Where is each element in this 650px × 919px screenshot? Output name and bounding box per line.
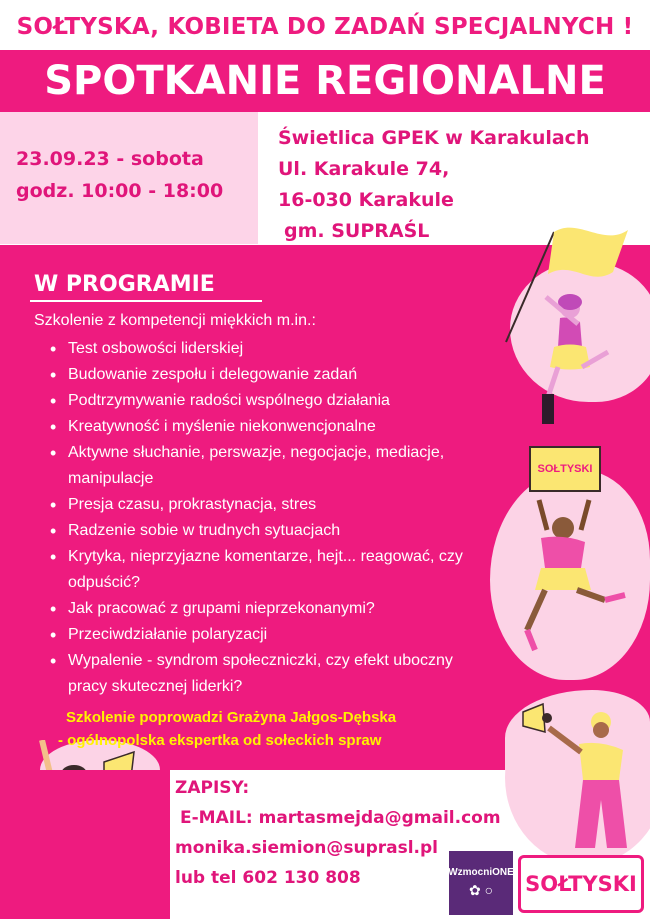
wzmocnione-logo	[449, 851, 513, 915]
address-line-venue: Świetlica GPEK w Karakulach	[278, 127, 590, 149]
signup-email[interactable]: E-MAIL: martasmejda@gmail.com	[180, 808, 501, 828]
list-item: • Budowanie zespołu i delegowanie zadań	[48, 362, 468, 388]
signup-label: ZAPISY:	[175, 778, 250, 798]
signup-phone[interactable]: lub tel 602 130 808	[175, 868, 361, 888]
wzmocnione-logo-text: WzmocniONE	[448, 867, 514, 878]
program-title: W PROGRAMIE	[34, 272, 215, 297]
trainer-description: - ogólnopolska ekspertka od sołeckich spraw	[58, 732, 382, 749]
woman-with-megaphone-illustration	[515, 700, 645, 850]
soltyski-logo: SOŁTYSKI	[518, 855, 644, 913]
list-item: • Podtrzymywanie radości wspólnego działania	[48, 388, 468, 414]
address-line-street: Ul. Karakule 74,	[278, 158, 450, 180]
list-item: • Przeciwdziałanie polaryzacji	[48, 622, 468, 648]
list-item: • Kreatywność i myślenie niekonwencjonalne	[48, 414, 468, 440]
list-item: • Aktywne słuchanie, perswazje, negocjacje, mediacje, manipulacje	[48, 440, 468, 492]
list-item: • Krytyka, nieprzyjazne komentarze, hejt... reagować, czy odpuścić?	[48, 544, 468, 596]
program-list	[48, 336, 468, 700]
list-item: • Wypalenie - syndrom społeczniczki, czy efekt uboczny pracy skutecznej liderki?	[48, 648, 468, 700]
woman-with-sign-illustration	[495, 490, 635, 665]
list-item: • Jak pracować z grupami nieprzekonanymi?	[48, 596, 468, 622]
trainer-line: Szkolenie poprowadzi Grażyna Jałgos-Dębska	[66, 709, 397, 726]
address-line-municipality: gm. SUPRAŚL	[284, 220, 430, 242]
list-item: • Presja czasu, prokrastynacja, stres	[48, 492, 468, 518]
signup-email-secondary[interactable]: monika.siemion@suprasl.pl	[175, 838, 439, 858]
bottom-left-panel	[0, 770, 170, 919]
address-line-postcode: 16-030 Karakule	[278, 189, 454, 211]
date-box	[0, 112, 258, 244]
list-item: • Test osbowości liderskiej	[48, 336, 468, 362]
soltyski-sign: SOŁTYSKI	[529, 446, 601, 492]
list-item: • Radzenie sobie w trudnych sytuacjach	[48, 518, 468, 544]
program-intro: Szkolenie z kompetencji miękkich m.in.:	[34, 312, 316, 329]
top-heading: SOŁTYSKA, KOBIETA DO ZADAŃ SPECJALNYCH !	[16, 14, 634, 40]
event-date: 23.09.23 - sobota	[16, 148, 204, 170]
wzmocnione-logo-mark: ✿ ○	[468, 882, 494, 898]
event-time: godz. 10:00 - 18:00	[16, 180, 224, 202]
program-title-underline	[30, 300, 262, 302]
woman-with-flag-illustration	[478, 212, 638, 442]
banner-title: SPOTKANIE REGIONALNE	[44, 58, 606, 104]
